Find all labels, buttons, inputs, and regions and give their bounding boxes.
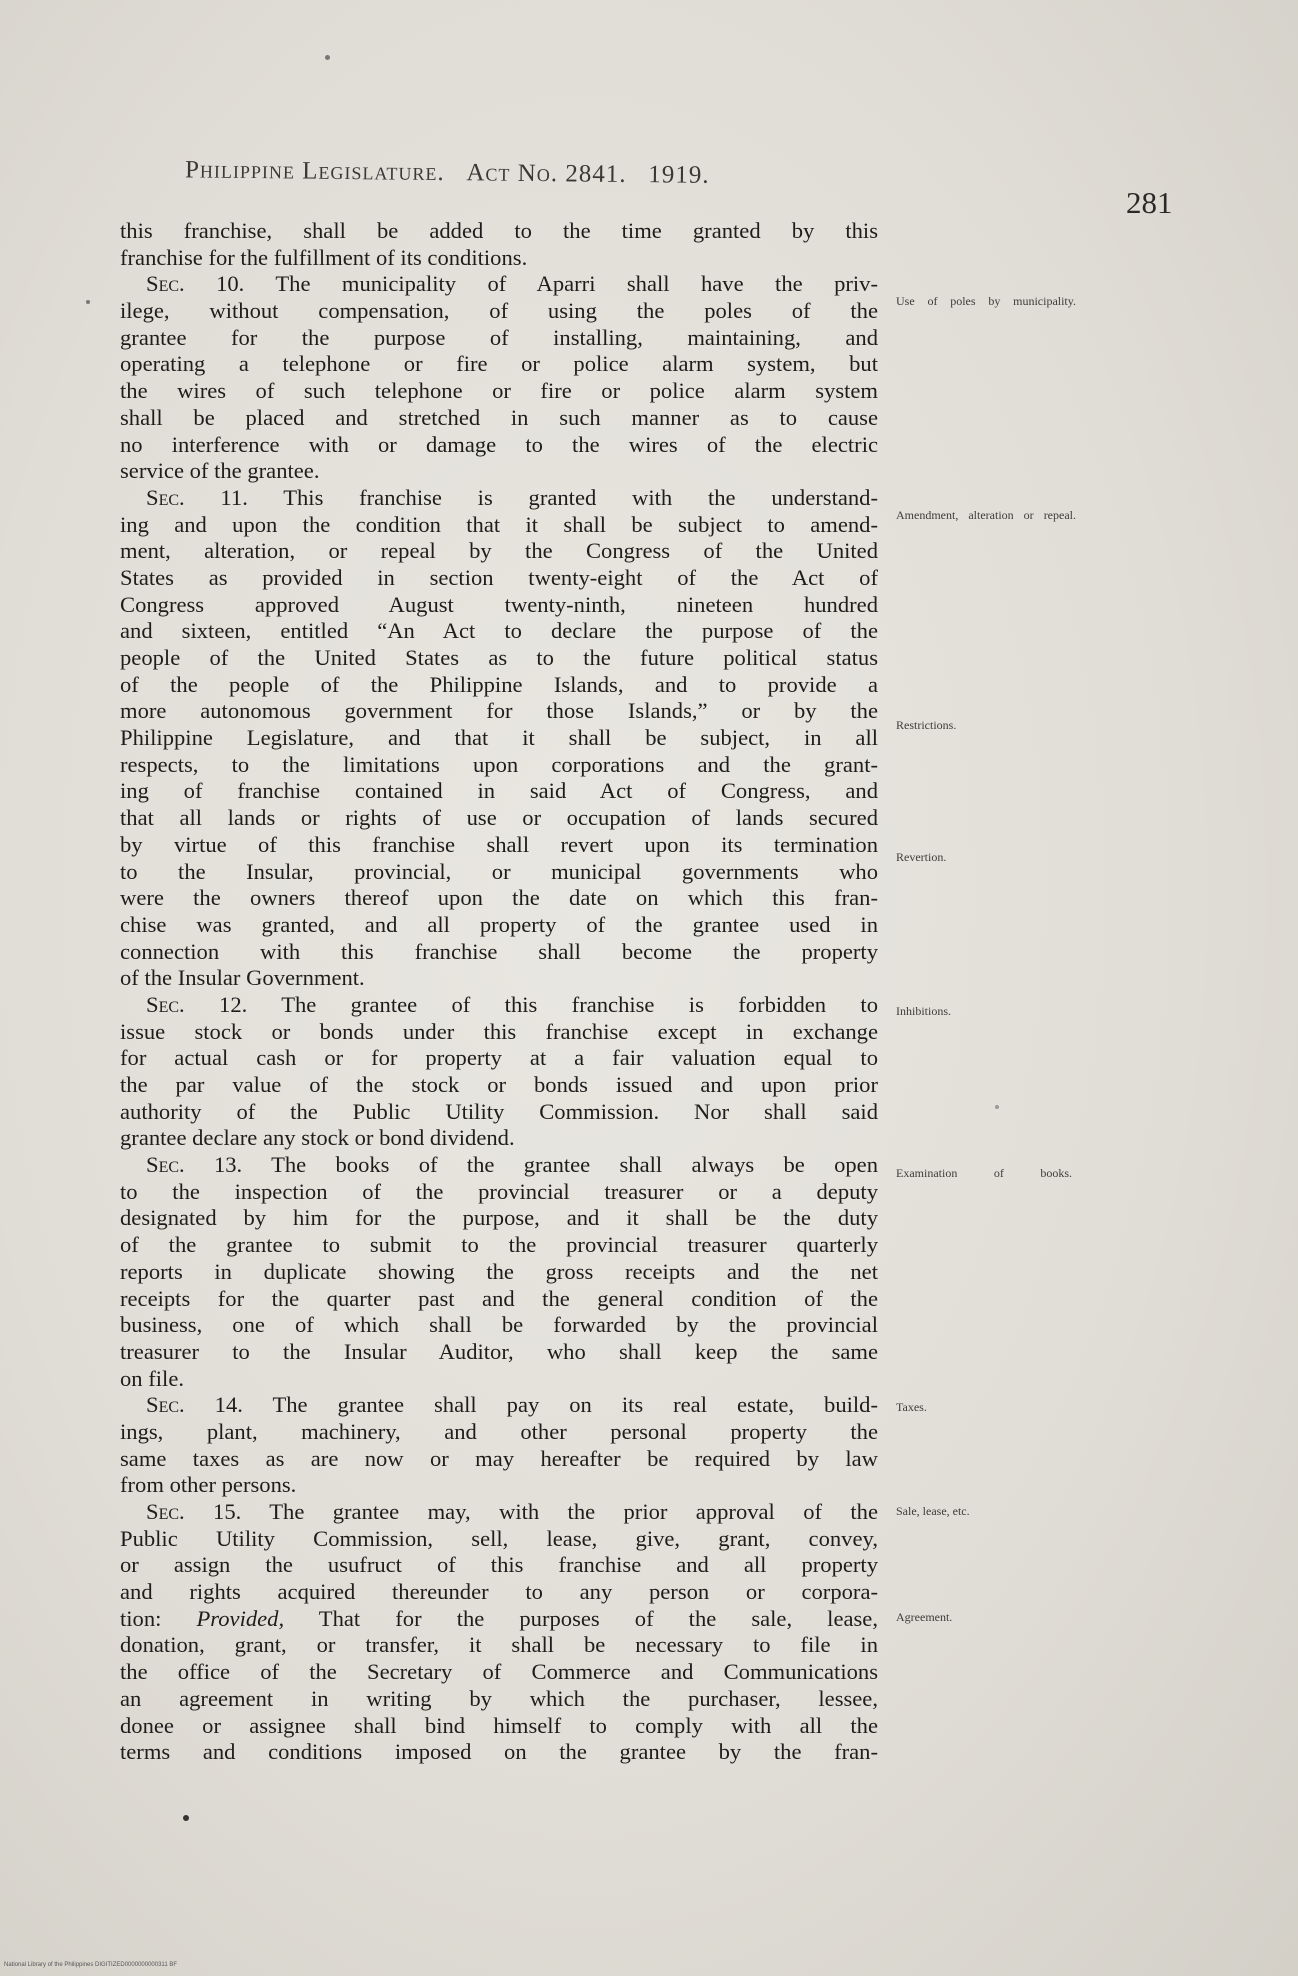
text-line: the par value of the stock or bonds issued and upon prior: [120, 1072, 878, 1097]
text-line: tion: Provided, That for the purposes of the sale, lease,: [120, 1605, 878, 1631]
text-line: Philippine Legislature, and that it shall be subject, in all: [120, 725, 878, 751]
margin-note: Restrictions.: [896, 718, 957, 732]
text-line: respects, to the limitations upon corporations and the grant-: [120, 751, 878, 777]
text-line: terms and conditions imposed on the grantee by the fran-: [120, 1739, 878, 1765]
text-line: of the grantee to submit to the provincial treasurer quarterly: [120, 1232, 878, 1258]
text-line: this franchise, shall be added to the time granted by this: [120, 218, 878, 243]
text-line: the wires of such telephone or fire or police alarm system: [120, 378, 878, 404]
text-line: or assign the usufruct of this franchise and all property: [120, 1552, 878, 1578]
text-line: authority of the Public Utility Commission. Nor shall said: [120, 1098, 878, 1124]
text-line: Sec. 12. The grantee of this franchise is forbidden to: [146, 991, 878, 1017]
paper-speck: [325, 55, 330, 60]
text-line: States as provided in section twenty-eight of the Act of: [120, 564, 878, 590]
text-line: issue stock or bonds under this franchise except in exchange: [120, 1018, 878, 1044]
text-line: for actual cash or for property at a fair valuation equal to: [120, 1045, 878, 1071]
provided-italic: Provided,: [196, 1605, 285, 1631]
section-label: Sec.: [146, 484, 185, 510]
text-line: connection with this franchise shall become the property: [120, 938, 878, 964]
text-line: the office of the Secretary of Commerce and Communications: [120, 1659, 878, 1685]
section-label: Sec.: [146, 1152, 185, 1178]
section-label: Sec.: [146, 271, 185, 297]
text-line: an agreement in writing by which the purchaser, lessee,: [120, 1685, 878, 1711]
text-line: ing and upon the condition that it shall be subject to amend-: [120, 511, 878, 537]
text-line: ings, plant, machinery, and other personal property the: [120, 1418, 878, 1444]
text-line: that all lands or rights of use or occupation of lands secured: [120, 805, 878, 831]
text-line: and sixteen, entitled “An Act to declare the purpose of the: [120, 618, 878, 644]
text-line: Sec. 14. The grantee shall pay on its real estate, build-: [146, 1392, 878, 1418]
text-line: business, one of which shall be forwarded by the provincial: [120, 1312, 878, 1338]
paper-speck: [183, 1815, 189, 1821]
text-line: reports in duplicate showing the gross receipts and the net: [120, 1258, 878, 1284]
margin-note: Use of poles by municipality.: [896, 294, 1076, 308]
text-line: on file.: [120, 1365, 184, 1391]
text-line: donation, grant, or transfer, it shall be necessary to file in: [120, 1632, 878, 1658]
text-line: Congress approved August twenty-ninth, nineteen hundred: [120, 591, 878, 617]
running-head-title: Philippine Legislature.: [184, 156, 445, 187]
text-line: Sec. 15. The grantee may, with the prior approval of the: [146, 1499, 878, 1524]
text-line: receipts for the quarter past and the general condition of the: [120, 1285, 878, 1311]
text-line: grantee for the purpose of installing, maintaining, and: [120, 324, 878, 350]
margin-note: Taxes.: [896, 1400, 927, 1414]
margin-note: Sale, lease, etc.: [896, 1504, 970, 1518]
section-label: Sec.: [146, 1499, 185, 1524]
text-line: ilege, without compensation, of using the poles of the: [120, 298, 878, 324]
text-line: to the inspection of the provincial treasurer or a deputy: [120, 1178, 878, 1204]
text-line: from other persons.: [120, 1472, 297, 1498]
text-line: ment, alteration, or repeal by the Congress of the United: [120, 538, 878, 564]
text-line: of the Insular Government.: [120, 965, 365, 991]
text-line: service of the grantee.: [120, 458, 320, 484]
text-line: no interference with or damage to the wires of the electric: [120, 431, 878, 457]
text-line: treasurer to the Insular Auditor, who shall keep the same: [120, 1338, 878, 1364]
running-head-year: 1919.: [648, 161, 710, 189]
text-line: Sec. 13. The books of the grantee shall always be open: [146, 1152, 878, 1178]
body-text: [120, 218, 878, 1766]
text-line: donee or assignee shall bind himself to comply with all the: [120, 1712, 878, 1738]
text-line: by virtue of this franchise shall revert upon its termination: [120, 831, 878, 857]
text-line: operating a telephone or fire or police alarm system, but: [120, 351, 878, 377]
text-line: same taxes as are now or may hereafter be required by law: [120, 1445, 878, 1471]
text-line: designated by him for the purpose, and it shall be the duty: [120, 1205, 878, 1231]
text-line: Public Utility Commission, sell, lease, give, grant, convey,: [120, 1525, 878, 1551]
text-line: chise was granted, and all property of the grantee used in: [120, 911, 878, 937]
text-line: were the owners thereof upon the date on which this fran-: [120, 885, 878, 911]
text-line: franchise for the fulfillment of its conditions.: [120, 244, 528, 270]
margin-note: Amendment, alteration or repeal.: [896, 508, 1076, 522]
text-line: more autonomous government for those Islands,” or by the: [120, 698, 878, 724]
text-line: and rights acquired thereunder to any person or corpora-: [120, 1579, 878, 1605]
text-line: Sec. 11. This franchise is granted with the understand-: [146, 484, 878, 510]
running-head-act: Act No. 2841.: [466, 159, 627, 188]
text-line: ing of franchise contained in said Act of Congress, and: [120, 778, 878, 804]
section-label: Sec.: [146, 991, 185, 1017]
page-number: 281: [1126, 185, 1173, 220]
text-line: shall be placed and stretched in such manner as to cause: [120, 404, 878, 430]
text-line: to the Insular, provincial, or municipal governments who: [120, 858, 878, 884]
margin-note: Examination of books.: [896, 1166, 1072, 1180]
margin-note: Inhibitions.: [896, 1004, 952, 1018]
paper-speck: [995, 1105, 999, 1109]
text-line: grantee declare any stock or bond dividend.: [120, 1125, 515, 1151]
paper-speck: [86, 300, 90, 304]
library-stamp: National Library of the Philippines DIGITIZED0000000000311 BF: [4, 1962, 177, 1968]
margin-note: Agreement.: [896, 1610, 953, 1624]
text-line: people of the United States as to the future political status: [120, 645, 878, 670]
margin-note: Revertion.: [896, 850, 947, 864]
running-head: [185, 156, 885, 191]
section-label: Sec.: [146, 1392, 185, 1418]
text-line: Sec. 10. The municipality of Aparri shall have the priv-: [146, 271, 878, 297]
text-line: of the people of the Philippine Islands, and to provide a: [120, 671, 878, 697]
